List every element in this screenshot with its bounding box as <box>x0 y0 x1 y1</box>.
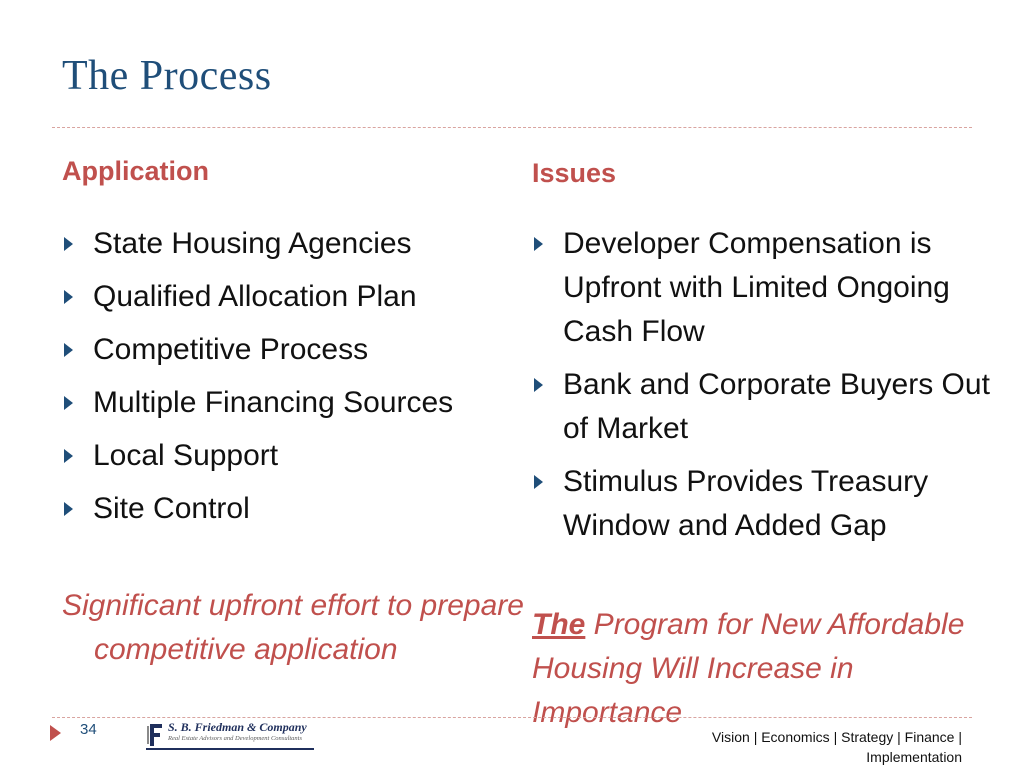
bullet-arrow-icon <box>64 449 73 463</box>
application-heading: Application <box>62 156 209 186</box>
logo-company-name: S. B. Friedman & Company <box>168 720 307 734</box>
bullet-text: Competitive Process <box>93 333 369 366</box>
bullet-item <box>62 222 502 266</box>
bullet-text: Bank and Corporate Buyers Out of Market <box>563 368 990 445</box>
application-note: Significant upfront effort to prepare competitive application <box>62 589 524 666</box>
company-logo <box>146 720 314 752</box>
note-emphasis: The <box>532 608 586 641</box>
bullet-item <box>62 381 502 425</box>
issues-bullet-list <box>532 222 1002 557</box>
bullet-arrow-icon <box>534 237 543 251</box>
bullet-arrow-icon <box>534 378 543 392</box>
footer-tagline: Vision | Economics | Strategy | Finance | Implementation <box>711 729 962 765</box>
bullet-text: Developer Compensation is Upfront with Limited Ongoing Cash Flow <box>563 227 950 348</box>
page-number: 34 <box>80 721 97 738</box>
bullet-item <box>62 275 502 319</box>
bullet-arrow-icon <box>64 396 73 410</box>
bullet-item <box>62 434 502 478</box>
bullet-text: Site Control <box>93 492 250 525</box>
bullet-text: State Housing Agencies <box>93 227 412 260</box>
logo-mark-icon <box>146 722 164 748</box>
bullet-arrow-icon <box>64 502 73 516</box>
logo-tagline: Real Estate Advisors and Development Consultants <box>168 735 303 742</box>
bullet-item <box>62 487 502 531</box>
bullet-item <box>532 363 1002 451</box>
bullet-text: Stimulus Provides Treasury Window and Added Gap <box>563 465 929 542</box>
title-divider <box>52 127 972 128</box>
bullet-item <box>532 222 1002 354</box>
application-bullet-list <box>62 222 502 540</box>
slide-title: The Process <box>62 53 272 99</box>
logo-underline <box>146 748 314 750</box>
bullet-text: Local Support <box>93 439 279 472</box>
issues-note <box>532 603 972 735</box>
issues-heading: Issues <box>532 158 617 188</box>
bullet-arrow-icon <box>534 475 543 489</box>
bullet-text: Qualified Allocation Plan <box>93 280 417 313</box>
bullet-item <box>532 460 1002 548</box>
footer-divider <box>52 717 972 718</box>
bullet-arrow-icon <box>64 237 73 251</box>
bullet-text: Multiple Financing Sources <box>93 386 454 419</box>
footer-arrow-icon <box>50 725 61 741</box>
bullet-item <box>62 328 502 372</box>
bullet-arrow-icon <box>64 290 73 304</box>
bullet-arrow-icon <box>64 343 73 357</box>
note-text: Program for New Affordable Housing Will Increase in Importance <box>532 608 965 729</box>
